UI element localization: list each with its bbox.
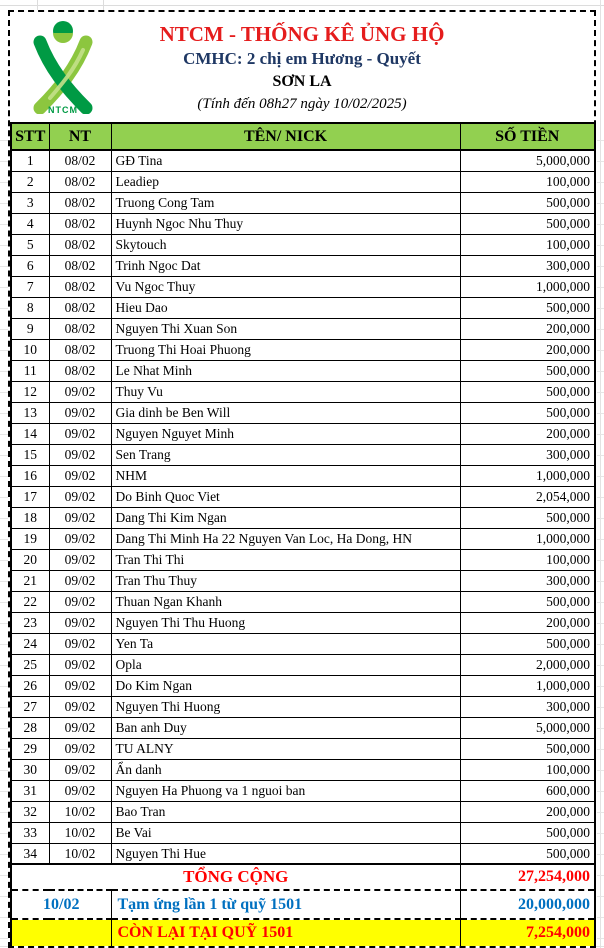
- cell-stt: 4: [11, 213, 49, 234]
- table-row: [11, 780, 595, 801]
- table-row: [11, 402, 595, 423]
- table-row: [11, 255, 595, 276]
- cell-amount: 500,000: [460, 738, 595, 759]
- cell-stt: 29: [11, 738, 49, 759]
- remaining-amount: 7,254,000: [460, 919, 595, 946]
- cell-stt: 25: [11, 654, 49, 675]
- cell-name: Vu Ngoc Thuy: [111, 276, 460, 297]
- cell-name: Truong Cong Tam: [111, 192, 460, 213]
- remaining-blank-cell: [11, 919, 111, 946]
- table-row: [11, 276, 595, 297]
- cell-date: 09/02: [49, 381, 111, 402]
- cell-amount: 300,000: [460, 696, 595, 717]
- page-title: NTCM - THỐNG KÊ ỦNG HỘ: [159, 22, 445, 46]
- col-header-amount: SỐ TIỀN: [460, 123, 595, 150]
- table-row: [11, 297, 595, 318]
- cell-stt: 12: [11, 381, 49, 402]
- cell-amount: 500,000: [460, 591, 595, 612]
- cell-stt: 6: [11, 255, 49, 276]
- cell-name: Hieu Dao: [111, 297, 460, 318]
- cell-amount: 300,000: [460, 570, 595, 591]
- cell-date: 09/02: [49, 444, 111, 465]
- table-row: [11, 528, 595, 549]
- gridline: [103, 0, 104, 10]
- table-row: [11, 423, 595, 444]
- cell-stt: 27: [11, 696, 49, 717]
- table-row: [11, 234, 595, 255]
- cell-date: 08/02: [49, 339, 111, 360]
- cell-amount: 200,000: [460, 612, 595, 633]
- cell-date: 09/02: [49, 570, 111, 591]
- cell-date: 10/02: [49, 801, 111, 822]
- cell-date: 09/02: [49, 612, 111, 633]
- cell-amount: 100,000: [460, 759, 595, 780]
- gridline: [0, 5, 604, 6]
- cell-stt: 9: [11, 318, 49, 339]
- cell-name: Yen Ta: [111, 633, 460, 654]
- cell-stt: 15: [11, 444, 49, 465]
- cell-date: 08/02: [49, 171, 111, 192]
- advance-label: Tạm ứng lần 1 từ quỹ 1501: [111, 890, 460, 919]
- cell-amount: 2,054,000: [460, 486, 595, 507]
- table-row: [11, 318, 595, 339]
- table-footer: [11, 864, 595, 946]
- cell-date: 08/02: [49, 255, 111, 276]
- table-row: [11, 360, 595, 381]
- table-row: [11, 192, 595, 213]
- cell-amount: 5,000,000: [460, 717, 595, 738]
- cell-name: Trinh Ngoc Dat: [111, 255, 460, 276]
- cell-stt: 22: [11, 591, 49, 612]
- cell-name: Truong Thi Hoai Phuong: [111, 339, 460, 360]
- table-row: [11, 171, 595, 192]
- cell-name: Nguyen Thi Xuan Son: [111, 318, 460, 339]
- cell-stt: 3: [11, 192, 49, 213]
- cell-stt: 19: [11, 528, 49, 549]
- cell-stt: 10: [11, 339, 49, 360]
- table-row: [11, 444, 595, 465]
- cell-stt: 33: [11, 822, 49, 843]
- cell-name: Nguyen Thi Hue: [111, 843, 460, 864]
- cell-date: 08/02: [49, 360, 111, 381]
- cell-amount: 1,000,000: [460, 276, 595, 297]
- cell-amount: 500,000: [460, 822, 595, 843]
- total-amount: 27,254,000: [460, 864, 595, 890]
- cell-date: 09/02: [49, 528, 111, 549]
- table-row: [11, 633, 595, 654]
- cell-date: 09/02: [49, 507, 111, 528]
- table-row: [11, 381, 595, 402]
- cell-amount: 500,000: [460, 360, 595, 381]
- cell-amount: 200,000: [460, 423, 595, 444]
- cell-stt: 30: [11, 759, 49, 780]
- cell-date: 09/02: [49, 696, 111, 717]
- cell-name: TU ALNY: [111, 738, 460, 759]
- cell-date: 09/02: [49, 780, 111, 801]
- table-row: [11, 738, 595, 759]
- cell-stt: 5: [11, 234, 49, 255]
- cell-name: Thuy Vu: [111, 381, 460, 402]
- table-body: [11, 150, 595, 864]
- cell-date: 09/02: [49, 717, 111, 738]
- report-header: [10, 12, 594, 122]
- cell-name: Tran Thu Thuy: [111, 570, 460, 591]
- cell-date: 09/02: [49, 633, 111, 654]
- col-header-stt: STT: [11, 123, 49, 150]
- cell-amount: 300,000: [460, 444, 595, 465]
- cell-amount: 200,000: [460, 801, 595, 822]
- cell-date: 09/02: [49, 423, 111, 444]
- cell-stt: 13: [11, 402, 49, 423]
- cell-amount: 100,000: [460, 234, 595, 255]
- cell-name: Do Kim Ngan: [111, 675, 460, 696]
- cell-name: Bao Tran: [111, 801, 460, 822]
- cell-amount: 500,000: [460, 297, 595, 318]
- remaining-row: [11, 919, 595, 946]
- cell-stt: 21: [11, 570, 49, 591]
- cell-amount: 500,000: [460, 192, 595, 213]
- table-row: [11, 696, 595, 717]
- table-row: [11, 213, 595, 234]
- cell-stt: 26: [11, 675, 49, 696]
- cell-stt: 16: [11, 465, 49, 486]
- table-header: [11, 123, 595, 150]
- table-row: [11, 612, 595, 633]
- cell-date: 08/02: [49, 192, 111, 213]
- table-row: [11, 486, 595, 507]
- table-row: [11, 717, 595, 738]
- table-row: [11, 549, 595, 570]
- cell-stt: 7: [11, 276, 49, 297]
- cell-name: Opla: [111, 654, 460, 675]
- cell-date: 09/02: [49, 549, 111, 570]
- table-row: [11, 843, 595, 864]
- cell-date: 09/02: [49, 759, 111, 780]
- cell-stt: 11: [11, 360, 49, 381]
- cell-amount: 500,000: [460, 507, 595, 528]
- cell-stt: 32: [11, 801, 49, 822]
- cell-stt: 1: [11, 150, 49, 171]
- cell-date: 10/02: [49, 822, 111, 843]
- cell-date: 08/02: [49, 297, 111, 318]
- cell-stt: 20: [11, 549, 49, 570]
- table-row: [11, 822, 595, 843]
- advance-amount: 20,000,000: [460, 890, 595, 919]
- cell-date: 08/02: [49, 213, 111, 234]
- cell-amount: 600,000: [460, 780, 595, 801]
- gridline: [37, 0, 38, 10]
- cell-name: Ẩn danh: [111, 759, 460, 780]
- cell-date: 08/02: [49, 234, 111, 255]
- ntcm-logo-icon: [26, 20, 100, 114]
- header-row: [11, 123, 595, 150]
- cell-stt: 31: [11, 780, 49, 801]
- cell-date: 10/02: [49, 843, 111, 864]
- cell-name: Do Binh Quoc Viet: [111, 486, 460, 507]
- cell-stt: 17: [11, 486, 49, 507]
- cell-name: Le Nhat Minh: [111, 360, 460, 381]
- cell-date: 09/02: [49, 738, 111, 759]
- cell-amount: 1,000,000: [460, 465, 595, 486]
- table-row: [11, 150, 595, 171]
- table-row: [11, 654, 595, 675]
- gridline-strip: [0, 120, 8, 944]
- col-header-nt: NT: [49, 123, 111, 150]
- cell-stt: 23: [11, 612, 49, 633]
- cell-amount: 1,000,000: [460, 528, 595, 549]
- cell-amount: 200,000: [460, 318, 595, 339]
- total-label: TỔNG CỘNG: [11, 864, 460, 890]
- cell-amount: 500,000: [460, 843, 595, 864]
- table-row: [11, 570, 595, 591]
- advance-date: 10/02: [11, 890, 111, 919]
- table-row: [11, 339, 595, 360]
- cell-amount: 500,000: [460, 213, 595, 234]
- cell-stt: 28: [11, 717, 49, 738]
- spreadsheet-selection: [8, 10, 596, 948]
- cell-name: Nguyen Thi Thu Huong: [111, 612, 460, 633]
- cell-amount: 100,000: [460, 171, 595, 192]
- table-row: [11, 675, 595, 696]
- cell-name: Sen Trang: [111, 444, 460, 465]
- cell-name: Leadiep: [111, 171, 460, 192]
- cell-date: 09/02: [49, 465, 111, 486]
- cell-date: 09/02: [49, 675, 111, 696]
- cell-date: 09/02: [49, 591, 111, 612]
- cell-name: Thuan Ngan Khanh: [111, 591, 460, 612]
- location-label: SƠN LA: [272, 73, 332, 90]
- donation-table: [10, 122, 596, 946]
- cell-date: 09/02: [49, 486, 111, 507]
- cell-stt: 24: [11, 633, 49, 654]
- cell-name: Tran Thi Thi: [111, 549, 460, 570]
- cell-amount: 500,000: [460, 633, 595, 654]
- cell-name: Nguyen Ha Phuong va 1 nguoi ban: [111, 780, 460, 801]
- cell-amount: 500,000: [460, 402, 595, 423]
- cell-date: 09/02: [49, 402, 111, 423]
- cell-stt: 2: [11, 171, 49, 192]
- cell-amount: 500,000: [460, 381, 595, 402]
- cell-date: 09/02: [49, 654, 111, 675]
- cell-name: Skytouch: [111, 234, 460, 255]
- cell-name: Dang Thi Kim Ngan: [111, 507, 460, 528]
- cell-name: Gia dinh be Ben Will: [111, 402, 460, 423]
- cell-amount: 5,000,000: [460, 150, 595, 171]
- advance-row: [11, 890, 595, 919]
- table-row: [11, 759, 595, 780]
- total-row: [11, 864, 595, 890]
- cell-name: Ban anh Duy: [111, 717, 460, 738]
- cell-amount: 1,000,000: [460, 675, 595, 696]
- cell-amount: 300,000: [460, 255, 595, 276]
- remaining-label: CÒN LẠI TẠI QUỸ 1501: [111, 919, 460, 946]
- cell-name: Huynh Ngoc Nhu Thuy: [111, 213, 460, 234]
- cell-name: Nguyen Nguyet Minh: [111, 423, 460, 444]
- cell-name: GĐ Tina: [111, 150, 460, 171]
- table-row: [11, 801, 595, 822]
- logo-text: NTCM: [48, 105, 78, 114]
- cell-amount: 100,000: [460, 549, 595, 570]
- table-row: [11, 465, 595, 486]
- cell-name: Dang Thi Minh Ha 22 Nguyen Van Loc, Ha Dong, HN: [111, 528, 460, 549]
- cell-date: 08/02: [49, 276, 111, 297]
- cell-date: 08/02: [49, 150, 111, 171]
- table-row: [11, 507, 595, 528]
- cell-stt: 34: [11, 843, 49, 864]
- cell-stt: 8: [11, 297, 49, 318]
- cell-amount: 2,000,000: [460, 654, 595, 675]
- table-row: [11, 591, 595, 612]
- cell-date: 08/02: [49, 318, 111, 339]
- cell-amount: 200,000: [460, 339, 595, 360]
- gridline-strip: [597, 120, 604, 944]
- cell-stt: 18: [11, 507, 49, 528]
- campaign-subtitle: CMHC: 2 chị em Hương - Quyết: [183, 49, 421, 68]
- cell-stt: 14: [11, 423, 49, 444]
- cell-name: Be Vai: [111, 822, 460, 843]
- cell-name: NHM: [111, 465, 460, 486]
- col-header-name: TÊN/ NICK: [111, 123, 460, 150]
- timestamp-note: (Tính đến 08h27 ngày 10/02/2025): [197, 96, 407, 112]
- cell-name: Nguyen Thi Huong: [111, 696, 460, 717]
